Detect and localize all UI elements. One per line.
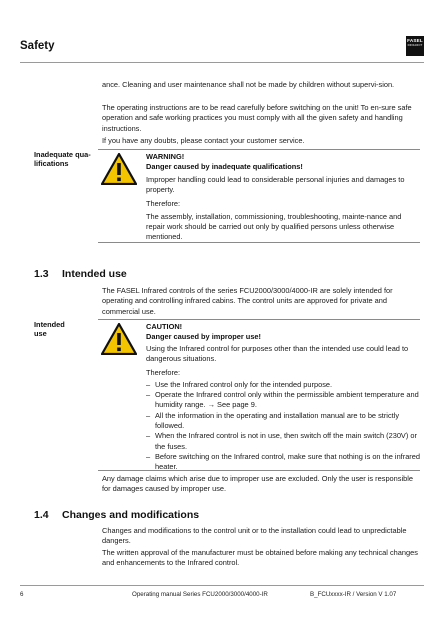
caution-signal-word: CAUTION! [146, 322, 183, 331]
warning-body-2: The assembly, installation, commissioning, troubleshooting, mainte-nance and repair work should be carried out only by qualified persons unless otherwise mentioned. [146, 211, 402, 242]
damage-claims-paragraph: Any damage claims which arise due to improper use are excluded. Only the user is responsible for damages caused by improper use. [102, 474, 413, 494]
list-item: – Before switching on the Infrared control, make sure that nothing is on the infrared heater. [146, 451, 420, 472]
list-item: – Operate the Infrared control only within the permissible ambient temperature and humidity range. → See page 9. [146, 390, 419, 410]
intended-use-paragraph: The FASEL Infrared controls of the series FCU2000/3000/4000-IR are solely intended for operating and controlling infrared cabins. The control units are approved for private and commercial use. [102, 286, 393, 316]
warning-triangle-icon [101, 153, 137, 185]
section-title-changes: Changes and modifications [62, 509, 200, 521]
caution-subtitle: Danger caused by improper use! [146, 332, 261, 341]
caution-bullet-list [146, 380, 422, 473]
footer-manual-title: Operating manual Series FCU2000/3000/4000-IR [132, 591, 268, 598]
footer-divider [20, 585, 424, 586]
caution-triangle-icon [101, 323, 137, 355]
intro-paragraph-2: The operating instructions are to be read carefully before switching on the unit! To en-sure safe operation and safe working practices you must comply with all the given safety and handling instructions. [102, 103, 412, 133]
header-divider [20, 62, 424, 63]
warning-subtitle: Danger caused by inadequate qualifications! [146, 162, 303, 171]
section-number-1-3: 1.3 [34, 268, 49, 280]
fasel-logo [406, 36, 424, 56]
section-title-intended-use: Intended use [62, 268, 127, 280]
side-label-qualifications: Inadequate qua-lifications [34, 150, 91, 169]
warning-content-qualifications [146, 152, 422, 243]
side-label-intended-use: Intended use [34, 320, 65, 339]
footer-page-number: 6 [20, 591, 24, 598]
warning-therefore: Therefore: [146, 198, 181, 208]
list-item: – Use the Infrared control only for the intended purpose. [146, 379, 333, 389]
caution-body: Using the Infrared control for purposes other than the intended use could lead to dangerous situations. [146, 344, 409, 364]
page-header-title: Safety [20, 40, 55, 52]
intro-paragraph-3: If you have any doubts, please contact your customer service. [102, 136, 305, 145]
footer-version: B_FCUxxxx-IR / Version V 1.07 [310, 591, 397, 598]
changes-paragraph-2: The written approval of the manufacturer must be obtained before making any technical changes and enhancements to the Infrared control. [102, 548, 418, 568]
list-item: – When the Infrared control is not in use, then switch off the main switch (230V) or the fuses. [146, 431, 417, 451]
warning-body: Improper handling could lead to considerable personal injuries and damages to property. [146, 175, 405, 195]
list-item: – All the information in the operating and installation manual are to be strictly followed. [146, 410, 400, 431]
changes-paragraph-1: Changes and modifications to the control unit or to the installation could lead to unpredictable dangers. [102, 526, 407, 546]
caution-content-intended-use [146, 322, 422, 473]
logo-brand: FASEL [407, 38, 423, 43]
caution-therefore: Therefore: [146, 367, 181, 377]
logo-sub: INFRAROT [407, 44, 423, 47]
section-number-1-4: 1.4 [34, 509, 49, 521]
intro-paragraph-1: ance. Cleaning and user maintenance shall not be made by children without supervi-sion. [102, 80, 395, 89]
warning-signal-word: WARNING! [146, 152, 185, 161]
